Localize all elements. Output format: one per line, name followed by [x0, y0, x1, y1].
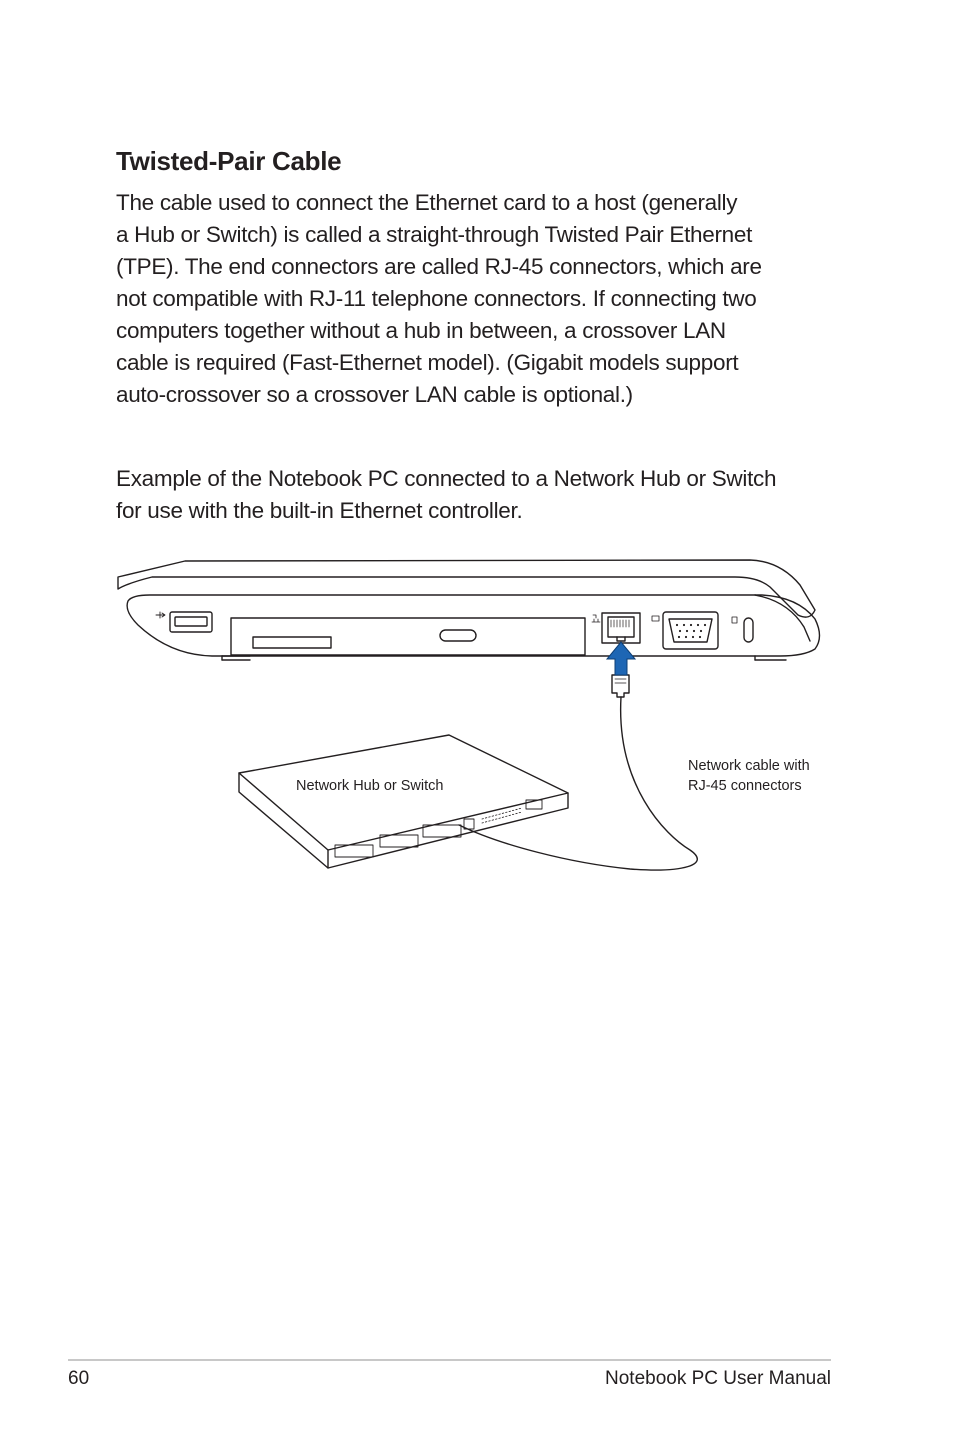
- section-heading: Twisted-Pair Cable: [116, 146, 342, 176]
- text-line: not compatible with RJ-11 telephone connectors. If connecting two: [116, 286, 757, 311]
- network-hub: [239, 735, 568, 868]
- rj45-plug: [612, 675, 629, 697]
- manual-title: Notebook PC User Manual: [605, 1368, 831, 1389]
- usb-port: [156, 612, 212, 632]
- network-connection-illustration: [110, 555, 830, 885]
- optical-drive: [231, 618, 585, 655]
- text-line: The cable used to connect the Ethernet card to a host (generally: [116, 190, 738, 215]
- arrow-icon: [607, 642, 635, 675]
- description-paragraph: [116, 187, 846, 411]
- cable-label: [688, 756, 810, 796]
- notebook-lid: [118, 560, 815, 617]
- lock-slot: [732, 617, 753, 642]
- lan-port: [592, 613, 640, 643]
- text-line: for use with the built-in Ethernet controller.: [116, 498, 523, 523]
- network-cable: [459, 697, 697, 870]
- text-line: Example of the Notebook PC connected to a Network Hub or Switch: [116, 466, 777, 491]
- vga-port: [652, 612, 718, 649]
- text-line: (TPE). The end connectors are called RJ-45 connectors, which are: [116, 254, 762, 279]
- example-paragraph: [116, 463, 846, 527]
- text-line: computers together without a hub in between, a crossover LAN: [116, 318, 726, 343]
- cable-label-line: RJ-45 connectors: [688, 778, 802, 794]
- hub-label: Network Hub or Switch: [296, 778, 444, 794]
- footer-divider: [68, 1359, 831, 1361]
- text-line: cable is required (Fast-Ethernet model). (Gigabit models support: [116, 350, 739, 375]
- cable-label-line: Network cable with: [688, 758, 810, 774]
- text-line: a Hub or Switch) is called a straight-through Twisted Pair Ethernet: [116, 222, 753, 247]
- page-number: 60: [68, 1368, 90, 1389]
- text-line: auto-crossover so a crossover LAN cable is optional.): [116, 382, 633, 407]
